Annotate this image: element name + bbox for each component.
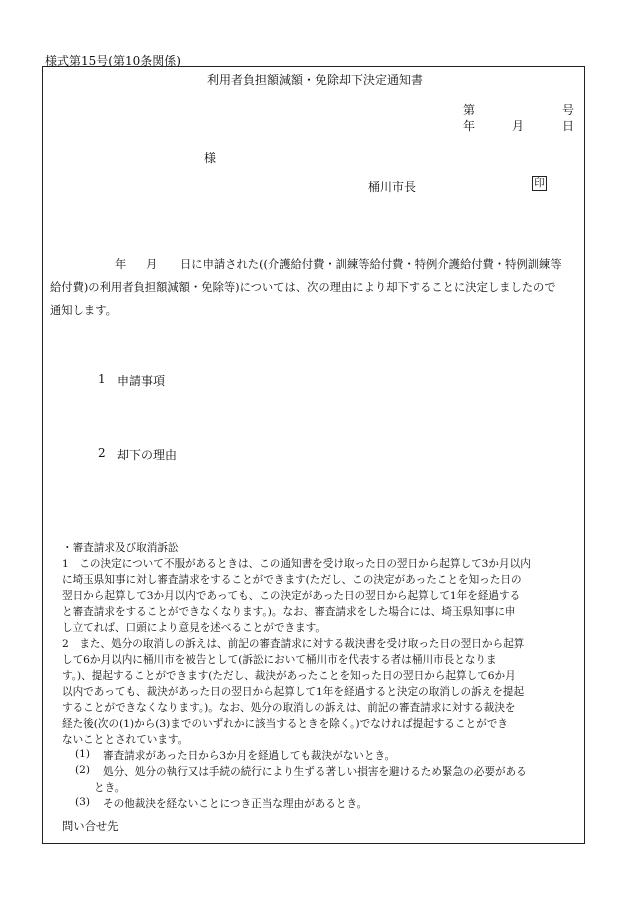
sub-1-number: (1) — [75, 748, 91, 760]
sub-2-number: (2) — [75, 764, 91, 776]
form-number: 様式第15号(第10条関係) — [45, 54, 181, 68]
appeal-p2-line: することができなくなります。)。なお、処分の取消しの訴えは、前記の審査請求に対する裁決を — [62, 702, 516, 714]
sub-2-text-cont: とき。 — [94, 782, 126, 794]
body-month: 月 — [146, 258, 158, 271]
number-prefix: 第 — [463, 103, 476, 117]
item-2-label: 却下の理由 — [117, 448, 178, 462]
appeal-p2-line: 以内であっても、裁決があった日の翌日から起算して1年を経過すると決定の取消しの訴えを提起 — [62, 686, 525, 698]
issuer-name: 桶川市長 — [368, 180, 417, 194]
date-day: 日 — [562, 119, 575, 133]
appeal-p1-line: と審査請求をすることができなくなります。)。なお、審査請求をした場合には、埼玉県知事に申 — [62, 606, 516, 618]
item-2-number: 2 — [98, 446, 106, 460]
body-year: 年 — [115, 258, 127, 271]
appeal-p2-line: して6か月以内に桶川市を被告として(訴訟において桶川市を代表する者は桶川市長となりま — [62, 654, 497, 666]
appeal-heading: ・審査請求及び取消訴訟 — [62, 542, 179, 554]
sub-3-text: その他裁決を経ないことにつき正当な理由があるとき。 — [103, 798, 368, 810]
contact-label: 問い合せ先 — [62, 820, 119, 833]
sub-1-text: 審査請求があった日から3か月を経過しても裁決がないとき。 — [103, 750, 396, 762]
appeal-p1-line: に埼玉県知事に対し審査請求をすることができます(ただし、この決定があったことを知った日の — [62, 574, 522, 586]
date-year: 年 — [463, 119, 476, 133]
appeal-p2-line: ないこととされています。 — [62, 734, 189, 746]
item-1-number: 1 — [98, 372, 106, 386]
date-month: 月 — [512, 119, 525, 133]
appeal-p2-line: す。)、提起することができます(ただし、裁決があったことを知った日の翌日から起算して6か月 — [62, 670, 516, 682]
sub-2-text: 処分、処分の執行又は手続の続行により生ずる著しい損害を避けるため緊急の必要がある — [103, 766, 527, 778]
document-title: 利用者負担額減額・免除却下決定通知書 — [206, 73, 423, 87]
appeal-p1-line: し立てれば、口頭により意見を述べることができます。 — [62, 622, 326, 634]
appeal-p2-line: 2 また、処分の取消しの訴えは、前記の審査請求に対する裁決書を受け取った日の翌日から起算 — [62, 638, 525, 650]
appeal-p1-line: 翌日から起算して3か月以内であっても、この決定があった日の翌日から起算して1年を経過する — [62, 590, 521, 602]
number-suffix: 号 — [562, 103, 575, 117]
body-line-1: 日に申請された((介護給付費・訓練等給付費・特例介護給付費・特例訓練等 — [180, 258, 562, 271]
item-1-label: 申請事項 — [117, 374, 166, 388]
addressee-suffix: 様 — [204, 151, 217, 165]
appeal-p1-line: 1 この決定について不服があるときは、この通知書を受け取った日の翌日から起算して3か月以内 — [62, 558, 531, 570]
sub-3-number: (3) — [75, 796, 91, 808]
appeal-p2-line: 経た後(次の(1)から(3)までのいずれかに該当するときを除く。)でなければ提起することができ — [62, 718, 508, 730]
body-line-3: 通知します。 — [50, 304, 117, 317]
body-line-2: 給付費)の利用者負担額減額・免除等)については、次の理由により却下することに決定しましたので — [50, 281, 556, 294]
seal-mark: 印 — [532, 176, 547, 191]
